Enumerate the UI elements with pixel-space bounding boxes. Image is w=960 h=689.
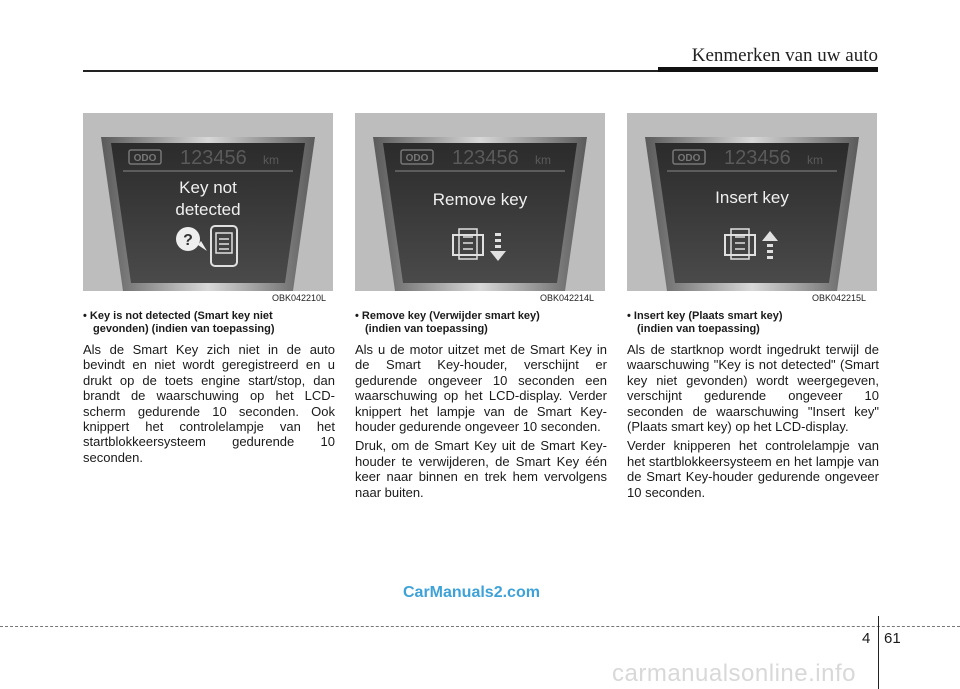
site-watermark: carmanualsonline.info [612,660,856,687]
figure-code: OBK042215L [812,293,867,303]
watermark-link[interactable]: CarManuals2.com [403,584,540,601]
body-paragraph: Verder knipperen het controlelampje van het startblokkeersysteem en het lampje van de Smart Key-houder gedurende ongeveer 10 seconden. [627,438,879,500]
figure-code: OBK042214L [540,293,595,303]
chapter-number: 4 [862,630,871,647]
odo-label: ODO [133,153,157,164]
section-title: Kenmerken van uw auto [691,45,878,66]
lcd-display-graphic [627,113,877,291]
header-rule-accent [658,67,878,72]
odo-label: ODO [405,153,429,164]
bullet-heading-line1: • Remove key (Verwijder smart key) [355,310,540,322]
odo-value: 123456 [452,147,519,169]
lcd-message-line2: detected [175,200,241,219]
lcd-panel-key-not-detected [83,113,333,291]
lcd-message-line1: Insert key [715,188,789,207]
bullet-heading-line2: (indien van toepassing) [637,323,760,335]
footer-rule [0,626,960,627]
body-paragraph: Als u de motor uitzet met de Smart Key in de Smart Key-houder, verschijnt er gedurende ongeveer 10 seconden een waarschuwing op het LCD-display. Verder knippert het lampje van de Smart Key-houder gedurende ongeveer 10 seconden. [355,342,607,435]
body-paragraph: Als de Smart Key zich niet in de auto bevindt en niet wordt geregistreerd en u drukt op de toets engine start/stop, dan brandt de waarschuwing op het LCD-scherm gedurende 10 seconden. Ook knippert het controlelampje van het startblokkeersysteem gedurende 10 seconden. [83,342,335,465]
text-column-insert-key [627,310,879,504]
odo-unit: km [535,153,551,167]
figure-code: OBK042210L [272,293,327,303]
page-number: 61 [884,630,901,647]
footer-divider [878,616,879,689]
odo-label: ODO [677,153,701,164]
text-column-key-not-detected [83,310,335,469]
lcd-display-graphic [83,113,333,291]
bullet-heading [627,310,879,336]
bullet-heading [83,310,335,336]
lcd-display-graphic [355,113,605,291]
lcd-panel-insert-key [627,113,877,291]
text-column-remove-key [355,310,607,504]
bullet-heading-line2: (indien van toepassing) [365,323,488,335]
bullet-heading-line1: • Insert key (Plaats smart key) [627,310,783,322]
body-paragraph: Als de startknop wordt ingedrukt terwijl de waarschuwing "Key is not detected" (Smart key niet gevonden) wordt weergegeven, verschijnt gedurende ongeveer 10 seconden de waarschuwing "Insert key" (Plaats smart key) op het LCD-display. [627,342,879,435]
bullet-heading-line1: • Key is not detected (Smart key niet [83,310,273,322]
svg-text:?: ? [183,232,193,249]
lcd-message-line1: Remove key [432,190,528,209]
body-paragraph: Druk, om de Smart Key uit de Smart Key-houder te verwijderen, de Smart Key één keer naar binnen en trek hem vervolgens naar buiten. [355,438,607,500]
lcd-message-line1: Key not [179,178,237,197]
odo-value: 123456 [180,147,247,169]
odo-value: 123456 [724,147,791,169]
odo-unit: km [263,153,279,167]
lcd-panel-remove-key [355,113,605,291]
bullet-heading-line2: gevonden) (indien van toepassing) [93,323,275,335]
odo-unit: km [807,153,823,167]
bullet-heading [355,310,607,336]
